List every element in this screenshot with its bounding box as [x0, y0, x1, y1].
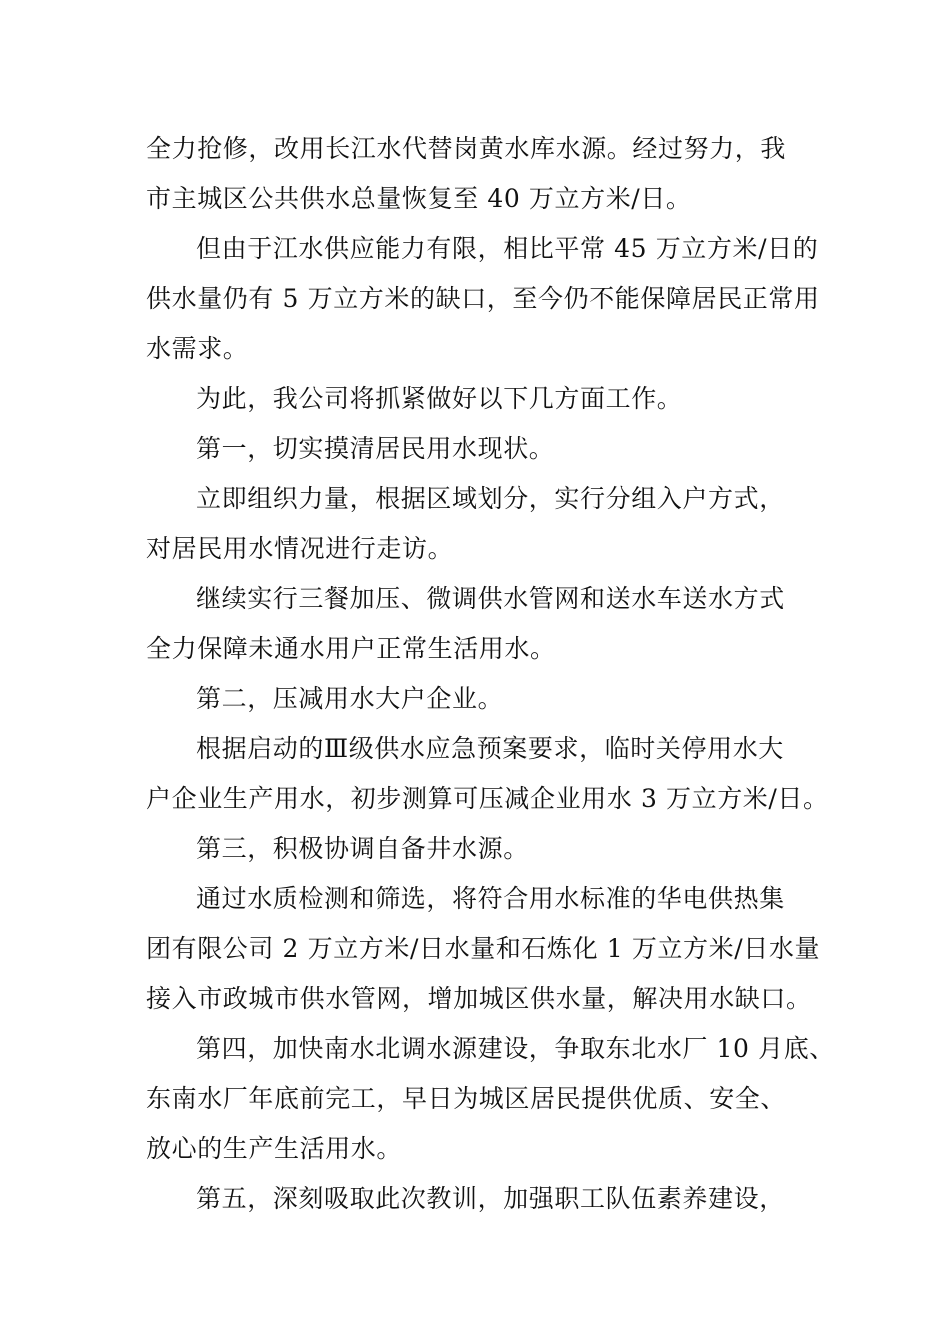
- text-line: 第五，深刻吸取此次教训，加强职工队伍素养建设，: [196, 1184, 785, 1213]
- text-line: 市主城区公共供水总量恢复至 40 万立方米/日。: [146, 184, 692, 213]
- text-line: 供水量仍有 5 万立方米的缺口，至今仍不能保障居民正常用: [146, 284, 820, 313]
- text-line: 第四，加快南水北调水源建设，争取东北水厂 10 月底、: [196, 1034, 835, 1063]
- text-line: 对居民用水情况进行走访。: [146, 534, 454, 563]
- text-line: 接入市政城市供水管网，增加城区供水量，解决用水缺口。: [146, 984, 812, 1013]
- text-line: 继续实行三餐加压、微调供水管网和送水车送水方式: [196, 584, 785, 613]
- text-line: 放心的生产生活用水。: [146, 1134, 403, 1163]
- text-line: 水需求。: [146, 334, 249, 363]
- text-line: 全力保障未通水用户正常生活用水。: [146, 634, 556, 663]
- text-line: 第二，压减用水大户企业。: [196, 684, 504, 713]
- text-line: 户企业生产用水，初步测算可压减企业用水 3 万立方米/日。: [146, 784, 829, 813]
- text-line: 根据启动的Ⅲ级供水应急预案要求，临时关停用水大: [196, 734, 784, 763]
- text-line: 第三，积极协调自备井水源。: [196, 834, 529, 863]
- text-line: 通过水质检测和筛选，将符合用水标准的华电供热集: [196, 884, 785, 913]
- text-line: 为此，我公司将抓紧做好以下几方面工作。: [196, 384, 683, 413]
- text-line: 第一，切实摸清居民用水现状。: [196, 434, 555, 463]
- text-line: 立即组织力量，根据区域划分，实行分组入户方式，: [196, 484, 785, 513]
- text-line: 团有限公司 2 万立方米/日水量和石炼化 1 万立方米/日水量: [146, 934, 821, 963]
- text-line: 但由于江水供应能力有限，相比平常 45 万立方米/日的: [196, 234, 819, 263]
- text-line: 东南水厂年底前完工，早日为城区居民提供优质、安全、: [146, 1084, 787, 1113]
- text-line: 全力抢修，改用长江水代替岗黄水库水源。经过努力，我: [146, 134, 787, 163]
